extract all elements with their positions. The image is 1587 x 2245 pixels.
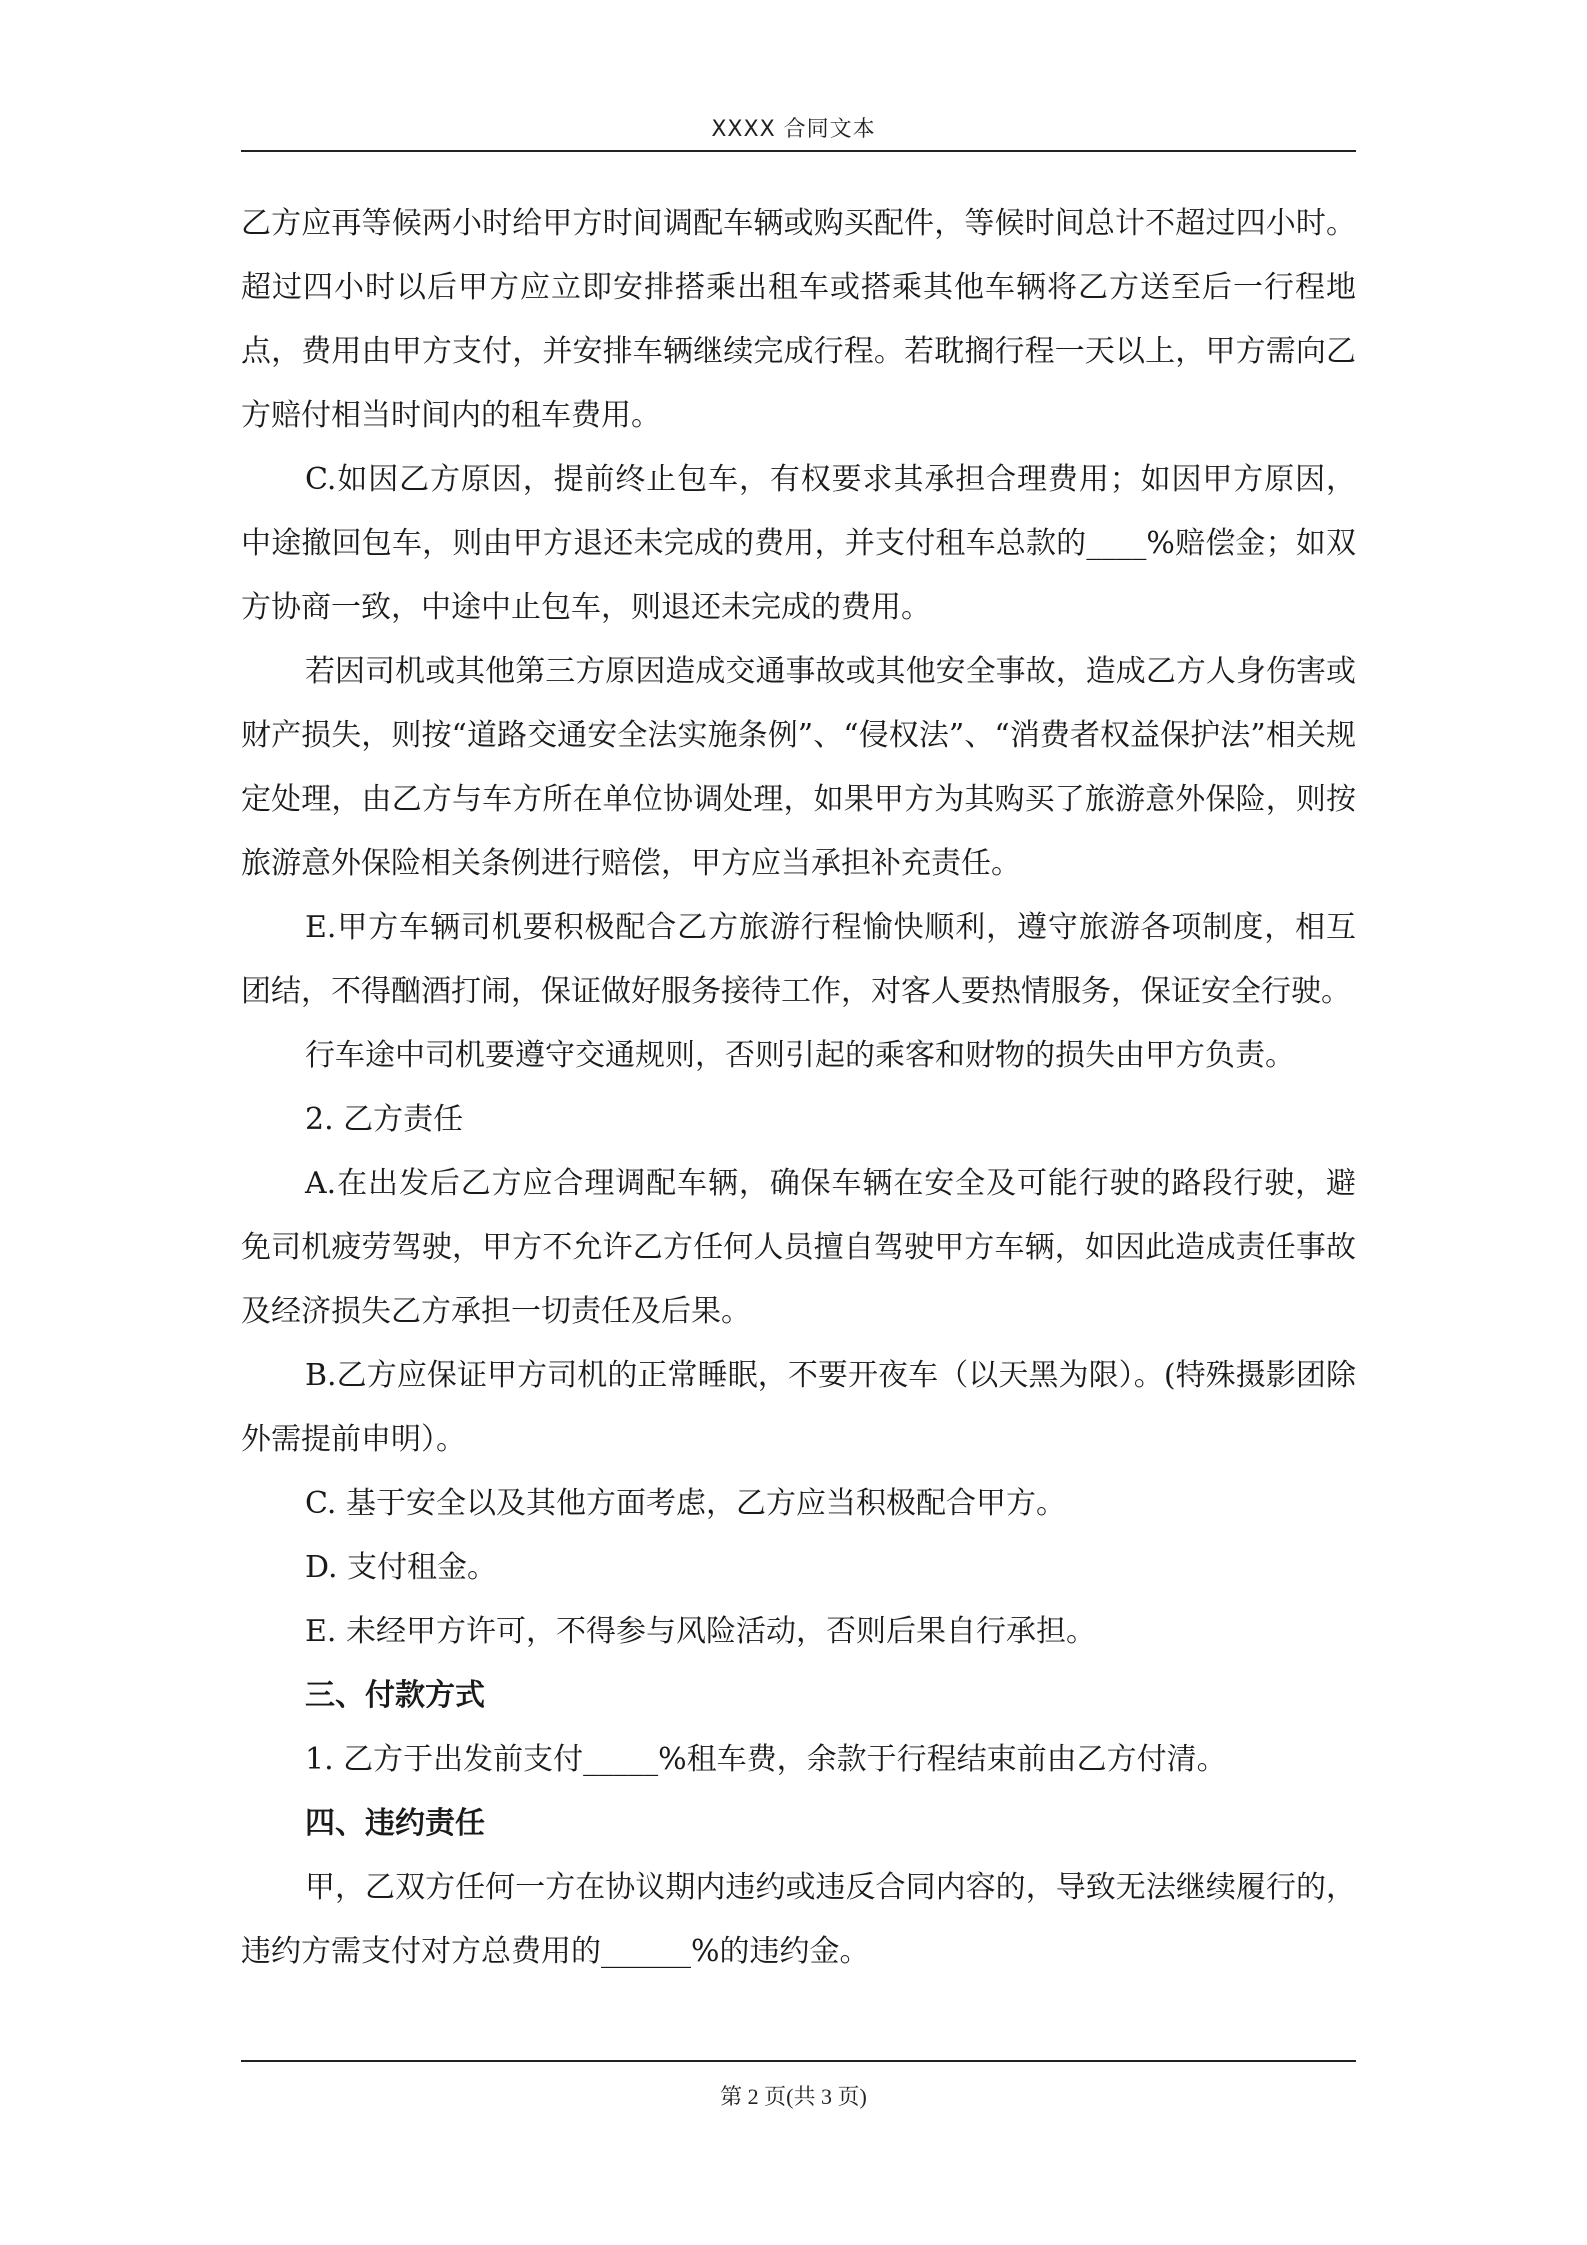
paragraph: E.甲方车辆司机要积极配合乙方旅游行程愉快顺利，遵守旅游各项制度，相互团结，不得酗酒打闹，保证做好服务接待工作，对客人要热情服务，保证安全行驶。 <box>241 910 1356 1009</box>
paragraph: 乙方应再等候两小时给甲方时间调配车辆或购买配件，等候时间总计不超过四小时。超过四小时以后甲方应立即安排搭乘出租车或搭乘其他车辆将乙方送至后一行程地点，费用由甲方支付，并安排车辆继续完成行程。若耽搁行程一天以上，甲方需向乙方赔付相当时间内的租车费用。 <box>241 206 1356 433</box>
document-body <box>241 192 1356 1984</box>
page-header-title: XXXX 合同文本 <box>711 117 876 142</box>
paragraph: C. 基于安全以及其他方面考虑，乙方应当积极配合甲方。 <box>305 1486 1066 1521</box>
header-divider <box>241 150 1356 152</box>
section-heading-breach: 四、违约责任 <box>305 1806 485 1841</box>
section-subheading: 2. 乙方责任 <box>305 1102 464 1137</box>
paragraph: E. 未经甲方许可，不得参与风险活动，否则后果自行承担。 <box>305 1614 1096 1649</box>
paragraph: D. 支付租金。 <box>305 1550 498 1585</box>
paragraph: C.如因乙方原因，提前终止包车，有权要求其承担合理费用；如因甲方原因，中途撤回包车，则由甲方退还未完成的费用，并支付租车总款的____%赔偿金；如双方协商一致，中途中止包车，则退还未完成的费用。 <box>241 462 1356 625</box>
section-heading-payment: 三、付款方式 <box>305 1678 485 1713</box>
page-number: 第 2 页(共 3 页) <box>720 2084 867 2109</box>
paragraph: 行车途中司机要遵守交通规则，否则引起的乘客和财物的损失由甲方负责。 <box>305 1038 1295 1073</box>
paragraph: A.在出发后乙方应合理调配车辆，确保车辆在安全及可能行驶的路段行驶，避免司机疲劳驾驶，甲方不允许乙方任何人员擅自驾驶甲方车辆，如因此造成责任事故及经济损失乙方承担一切责任及后果。 <box>241 1166 1356 1329</box>
paragraph: B.乙方应保证甲方司机的正常睡眠，不要开夜车（以天黑为限）。(特殊摄影团除外需提前申明）。 <box>241 1358 1356 1457</box>
footer-divider <box>241 2060 1356 2062</box>
paragraph: 甲，乙双方任何一方在协议期内违约或违反合同内容的，导致无法继续履行的，违约方需支付对方总费用的______%的违约金。 <box>241 1870 1356 1969</box>
paragraph: 若因司机或其他第三方原因造成交通事故或其他安全事故，造成乙方人身伤害或财产损失，则按“道路交通安全法实施条例”、“侵权法”、“消费者权益保护法”相关规定处理，由乙方与车方所在单位协调处理，如果甲方为其购买了旅游意外保险，则按旅游意外保险相关条例进行赔偿，甲方应当承担补充责任。 <box>241 654 1356 881</box>
paragraph: 1. 乙方于出发前支付_____%租车费，余款于行程结束前由乙方付清。 <box>305 1742 1227 1777</box>
